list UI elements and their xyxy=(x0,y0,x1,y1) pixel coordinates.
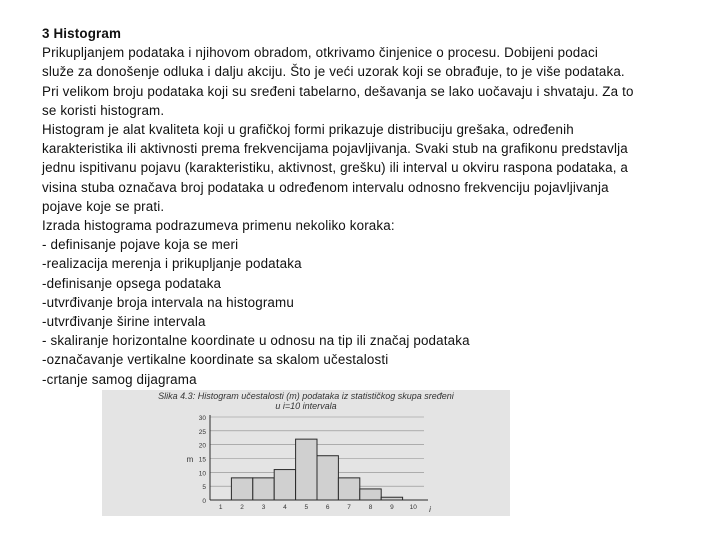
text-line: Izrada histograma podrazumeva primenu nekoliko koraka: xyxy=(42,218,395,234)
list-item: -definisanje opsega podataka xyxy=(42,275,222,291)
chart-y-ticks xyxy=(199,415,207,505)
histogram-chart xyxy=(102,390,510,516)
histogram-bar xyxy=(253,478,274,500)
x-tick-label: 6 xyxy=(325,504,330,511)
histogram-bar xyxy=(296,439,317,500)
text-line: visina stuba označava broj podataka u određenom intervalu odnosno frekvenciju pojavljivanja xyxy=(42,179,609,195)
y-tick-label: 25 xyxy=(198,428,206,436)
text-line: jednu ispitivanu pojavu (karakteristiku, aktivnost, grešku) ili interval u okviru raspona podataka, a xyxy=(42,160,629,176)
x-tick-label: 4 xyxy=(283,504,287,511)
list-item: -utvrđivanje broja intervala na histogramu xyxy=(42,294,294,310)
chart-x-ticks xyxy=(219,504,417,511)
x-tick-label: 8 xyxy=(368,504,373,511)
list-item: -utvrđivanje širine intervala xyxy=(42,314,206,330)
x-tick-label: 9 xyxy=(390,504,394,511)
list-item: -crtanje samog dijagrama xyxy=(42,371,197,387)
text-line: se koristi histogram. xyxy=(42,102,165,118)
x-tick-label: 5 xyxy=(304,504,309,511)
list-item: -označavanje vertikalne koordinate sa skalom učestalosti xyxy=(42,352,389,368)
histogram-figure xyxy=(102,390,510,516)
list-item: - skaliranje horizontalne koordinate u odnosu na tip ili značaj podataka xyxy=(42,333,470,349)
x-tick-label: 1 xyxy=(218,504,223,511)
list-item: -realizacija merenja i prikupljanje podataka xyxy=(42,256,302,272)
histogram-bar xyxy=(338,478,359,500)
chart-bars xyxy=(231,439,402,500)
y-tick-label: 0 xyxy=(202,498,206,505)
y-tick-label: 10 xyxy=(198,470,206,478)
y-tick-label: 5 xyxy=(202,484,206,492)
text-line: Prikupljanjem podataka i njihovom obradom, otkrivamo činjenice o procesu. Dobijeni podaci xyxy=(42,45,598,61)
x-tick-label: 10 xyxy=(409,504,417,511)
histogram-bar xyxy=(317,456,338,500)
x-tick-label: 3 xyxy=(261,504,266,511)
histogram-bar xyxy=(274,470,295,500)
chart-title-line2: u i=10 intervala xyxy=(275,401,337,411)
histogram-bar xyxy=(360,489,381,500)
text-line: Histogram je alat kvaliteta koji u grafičkoj formi prikazuje distribuciju grešaka, određenih xyxy=(42,122,574,138)
y-tick-label: 30 xyxy=(198,415,206,422)
text-line: pojave koje se prati. xyxy=(42,198,165,214)
x-tick-label: 2 xyxy=(240,504,244,511)
document-text xyxy=(42,24,682,389)
chart-x-label: i xyxy=(429,505,431,514)
x-tick-label: 7 xyxy=(347,504,351,511)
histogram-bar xyxy=(231,478,252,500)
chart-y-label: m xyxy=(186,455,194,464)
section-heading: 3 Histogram xyxy=(42,26,122,41)
y-tick-label: 20 xyxy=(198,442,206,450)
list-item: - definisanje pojave koja se meri xyxy=(42,237,239,253)
text-line: karakteristika ili aktivnosti prema frekvencijama pojavljivanja. Svaki stub na grafikonu predstavlja xyxy=(42,141,628,157)
y-tick-label: 15 xyxy=(198,456,206,464)
text-line: Pri velikom broju podataka koji su sređeni tabelarno, dešavanja se lako uočavaju i shvataju. Za to xyxy=(42,83,634,99)
text-line: služe za donošenje odluka i dalju akciju. Što je veći uzorak koji se obrađuje, to je više podataka. xyxy=(42,64,625,80)
chart-title-line1: Slika 4.3: Histogram učestalosti (m) podataka iz statističkog skupa sređeni xyxy=(158,391,454,401)
